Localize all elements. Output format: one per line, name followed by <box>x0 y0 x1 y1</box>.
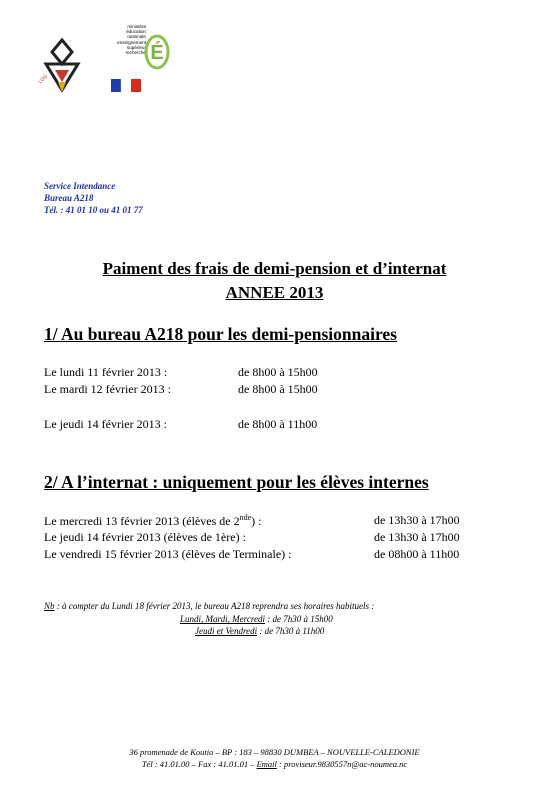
note-line-1 <box>44 601 374 611</box>
ministry-line: enseignement <box>117 39 146 45</box>
section1-row-day: Le jeudi 14 février 2013 : <box>44 417 167 431</box>
footer-address: 36 promenade de Koutio – BP : 183 – 98830 DUMBEA – NOUVELLE-CALEDONIE <box>129 747 420 757</box>
ministry-logo-text <box>112 24 146 55</box>
french-republic-flag-icon <box>111 79 141 92</box>
section1-row-hours: de 8h00 à 11h00 <box>238 417 318 431</box>
school-logo <box>36 38 88 96</box>
note-days: Lundi, Mardi, Mercredi <box>180 614 265 624</box>
section2-row-day: Le vendredi 15 février 2013 (élèves de Terminale) : <box>44 547 292 561</box>
ministry-line: éducation <box>126 29 146 35</box>
note-label: Nb <box>44 601 55 611</box>
document-title: Paiment des frais de demi-pension et d’internat <box>102 259 447 278</box>
ministry-line: nationale <box>127 34 146 40</box>
ministry-line: recherche <box>125 50 146 56</box>
service-office: Bureau A218 <box>44 193 94 203</box>
service-header <box>44 180 143 216</box>
note-line-2 <box>180 614 333 624</box>
section2-row-day <box>44 513 261 529</box>
ministry-line: supérieur <box>126 44 146 50</box>
section1-heading: 1/ Au bureau A218 pour les demi-pensionnaires <box>44 324 397 344</box>
section2-row-hours: de 13h30 à 17h00 <box>374 530 460 544</box>
section2-heading: 2/ A l’internat : uniquement pour les élèves internes <box>44 472 429 492</box>
section2-row-hours: de 13h30 à 17h00 <box>374 513 460 527</box>
section1-row-hours: de 8h00 à 15h00 <box>238 365 318 379</box>
footer-email[interactable]: : proviseur.9830557n@ac-noumea.nc <box>276 759 408 769</box>
note-hours: : de 7h30 à 11h00 <box>257 626 325 636</box>
section1-row-day: Le mardi 12 février 2013 : <box>44 382 171 396</box>
service-name: Service Intendance <box>44 181 116 191</box>
footer-contact <box>0 758 549 770</box>
note-line-3 <box>195 626 324 636</box>
section2-row-day-suffix: ) : <box>251 514 262 528</box>
note-text: : à compter du Lundi 18 février 2013, le bureau A218 reprendra ses horaires habituels : <box>54 601 375 611</box>
footer-email-label: Email <box>256 759 277 769</box>
note-days: Jeudi et Vendredi <box>195 626 258 636</box>
section2-row-day-text: Le mercredi 13 février 2013 (élèves de 2 <box>44 514 240 528</box>
document-year: ANNEE 2013 <box>225 283 324 302</box>
service-phone: Tél. : 41 01 10 ou 41 01 77 <box>44 205 143 215</box>
section2-row-day: Le jeudi 14 février 2013 (élèves de 1ère) : <box>44 530 246 544</box>
ministry-e-logo <box>144 28 170 70</box>
section2-row-hours: de 08h00 à 11h00 <box>374 547 460 561</box>
footer-phone-fax: Tél : 41.01.00 – Fax : 41.01.01 – <box>141 759 257 769</box>
svg-text:LGG: LGG <box>37 73 50 86</box>
svg-text:É: É <box>150 42 164 64</box>
ministry-line: ministère <box>127 24 146 29</box>
section1-row-hours: de 8h00 à 15h00 <box>238 382 318 396</box>
note-hours: : de 7h30 à 15h00 <box>265 614 333 624</box>
section1-row-day: Le lundi 11 février 2013 : <box>44 365 168 379</box>
superscript: nde <box>239 513 252 522</box>
